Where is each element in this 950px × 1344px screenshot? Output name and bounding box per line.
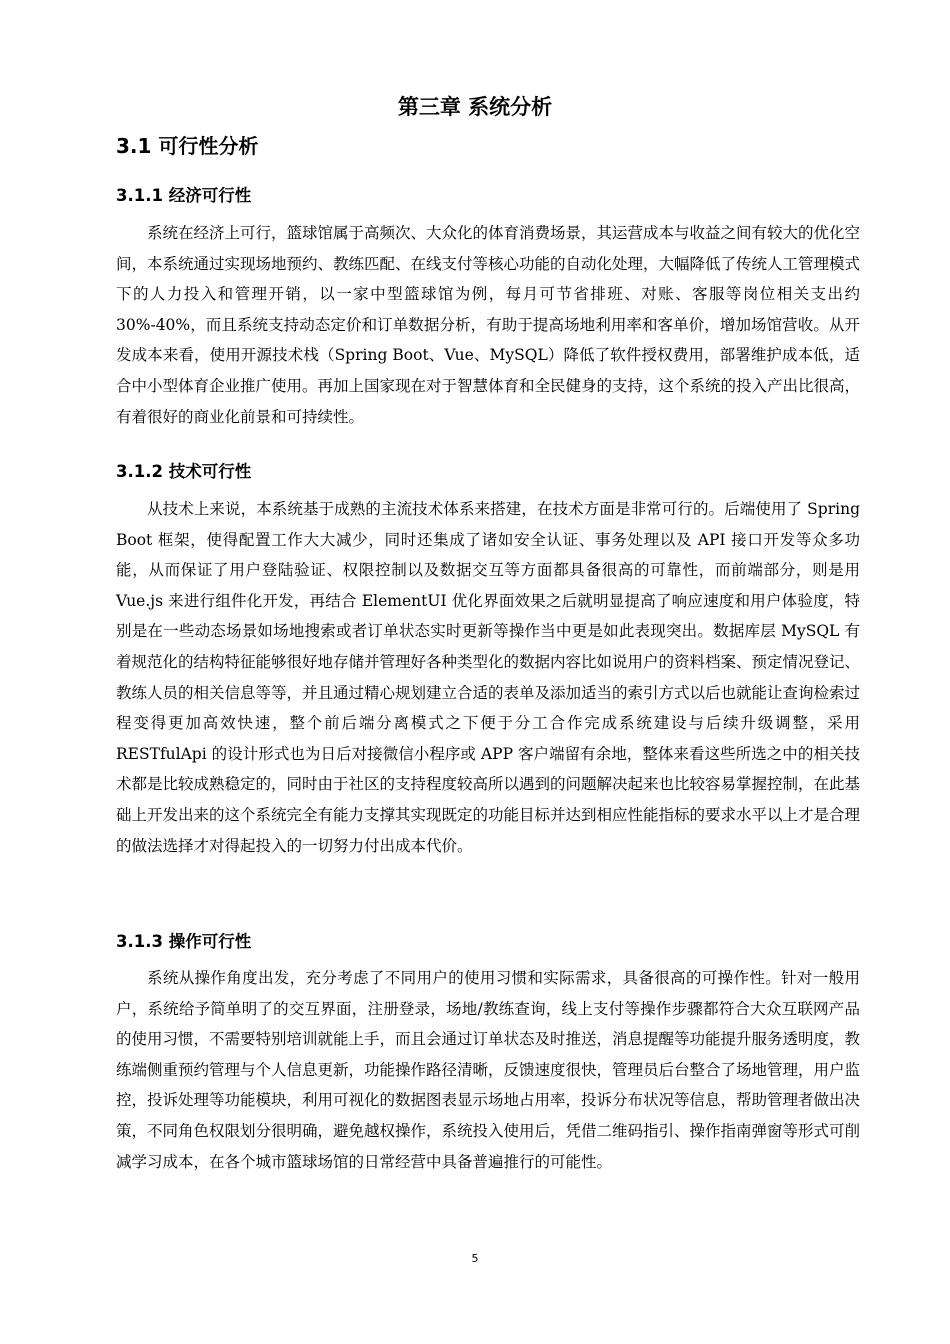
- subsection-heading-technical: 3.1.2 技术可行性: [116, 462, 252, 481]
- paragraph-economic: 系统在经济上可行，篮球馆属于高频次、大众化的体育消费场景，其运营成本与收益之间有较大的优化空间，本系统通过实现场地预约、教练匹配、在线支付等核心功能的自动化处理，大幅降低了传统人工管理模式下的人力投入和管理开销，以一家中型篮球馆为例，每月可节省排班、对账、客服等岗位相关支出约 30%-40%，而且系统支持动态定价和订单数据分析，有助于提高场地利用率和客单价，增加场馆营收。从开发成本来看，使用开源技术栈（Spring Boot、Vue、MySQL）降低了软件授权费用，部署维护成本低，适合中小型体育企业推广使用。再加上国家现在对于智慧体育和全民健身的支持，这个系统的投入产出比很高，有着很好的商业化前景和可持续性。: [116, 224, 861, 426]
- subsection-heading-operational: 3.1.3 操作可行性: [116, 932, 252, 951]
- paragraph-operational: 系统从操作角度出发，充分考虑了不同用户的使用习惯和实际需求，具备很高的可操作性。针对一般用户，系统给予简单明了的交互界面，注册登录，场地/教练查询，线上支付等操作步骤都符合大众互联网产品的使用习惯，不需要特别培训就能上手，而且会通过订单状态及时推送，消息提醒等功能提升服务透明度，教练端侧重预约管理与个人信息更新，功能操作路径清晰，反馈速度很快，管理员后台整合了场地管理，用户监控，投诉处理等功能模块，利用可视化的数据图表显示场地占用率，投诉分布状况等信息，帮助管理者做出决策，不同角色权限划分很明确，避免越权操作，系统投入使用后，凭借二维码指引、操作指南弹窗等形式可削减学习成本，在各个城市篮球场馆的日常经营中具备普遍推行的可能性。: [116, 969, 861, 1171]
- section-heading: 3.1 可行性分析: [116, 134, 259, 158]
- chapter-title: 第三章 系统分析: [397, 95, 553, 119]
- page-number: 5: [471, 1252, 479, 1265]
- paragraph-technical: 从技术上来说，本系统基于成熟的主流技术体系来搭建，在技术方面是非常可行的。后端使用了 Spring Boot 框架，使得配置工作大大减少，同时还集成了诸如安全认证、事务处理以及 API 接口开发等众多功能，从而保证了用户登陆验证、权限控制以及数据交互等方面都具备很高的可靠性，而前端部分，则是用 Vue.js 来进行组件化开发，再结合 ElementUI 优化界面效果之后就明显提高了响应速度和用户体验度，特别是在一些动态场景如场地搜索或者订单状态实时更新等操作当中更是如此表现突出。数据库层 MySQL 有着规范化的结构特征能够很好地存储并管理好各种类型化的数据内容比如说用户的资料档案、预定情况登记、教练人员的相关信息等等，并且通过精心规划建立合适的表单及添加适当的索引方式以后也就能让查询检索过程变得更加高效快速，整个前后端分离模式之下便于分工合作完成系统建设与后续升级调整，采用 RESTfulApi 的设计形式也为日后对接微信小程序或 APP 客户端留有余地，整体来看这些所选之中的相关技术都是比较成熟稳定的，同时由于社区的支持程度较高所以遇到的问题解决起来也比较容易掌握控制，在此基础上开发出来的这个系统完全有能力支撑其实现既定的功能目标并达到相应性能指标的要求水平以上才是合理的做法选择才对得起投入的一切努力付出成本代价。: [116, 500, 861, 855]
- subsection-heading-economic: 3.1.1 经济可行性: [116, 186, 252, 205]
